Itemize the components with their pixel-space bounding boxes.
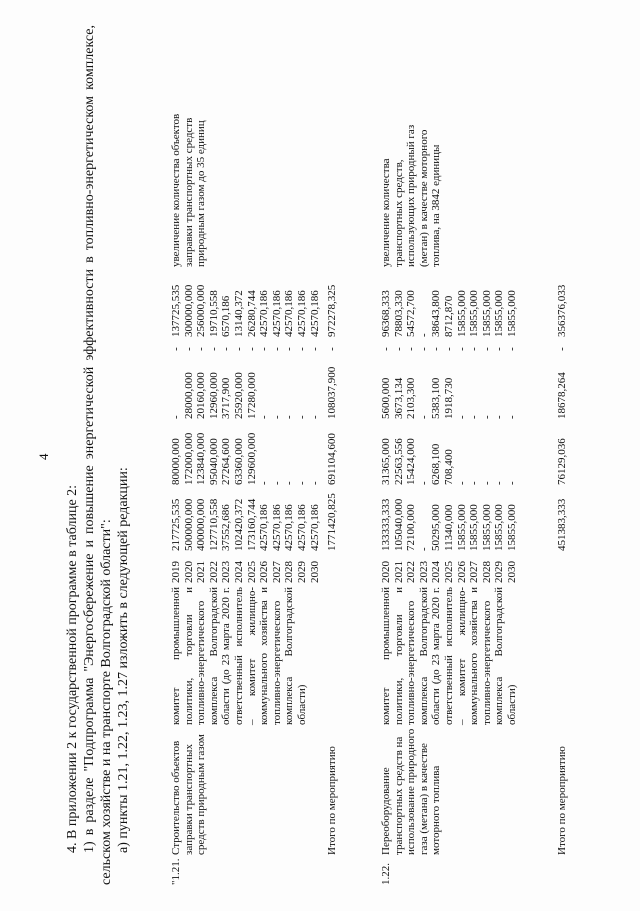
table-cell: -	[480, 415, 493, 419]
table-cell: -	[295, 415, 308, 419]
table-cell: -	[207, 347, 220, 351]
total-v1: 451383,333	[556, 498, 568, 551]
table-cell: -	[258, 347, 271, 351]
table-cell: 6268,100	[430, 443, 443, 485]
table-cell: -	[245, 347, 258, 351]
table-cell: 15855,000	[505, 290, 518, 337]
total-v2: 691104,600	[326, 433, 338, 485]
table-cell: 15855,000	[468, 504, 481, 551]
table-cell: -	[417, 333, 430, 337]
table-cell: 2103,300	[405, 377, 418, 419]
table-cell: -	[170, 415, 182, 419]
table-cell: 13140,372	[232, 290, 245, 337]
item-number: 1.22.	[380, 863, 392, 885]
table-cell: 2030	[308, 561, 321, 583]
table-cell: 2025	[442, 561, 455, 583]
regional-budget-column	[380, 359, 519, 419]
table-cell: 11340,000	[442, 504, 455, 551]
table-cell: 2029	[295, 561, 308, 583]
total-v4: -	[326, 347, 338, 351]
table-cell: 42570,186	[258, 290, 271, 337]
table-cell: 15855,000	[468, 290, 481, 337]
total-v5: 356376,033	[556, 284, 568, 337]
total-amount-column	[380, 489, 519, 551]
table-cell: 22563,556	[392, 438, 405, 485]
table-cell: 54572,700	[405, 290, 418, 337]
local-budget-column	[170, 343, 321, 355]
table-cell: -	[283, 415, 296, 419]
table-cell: 172000,000	[182, 432, 195, 485]
table-cell: 12960,000	[207, 372, 220, 419]
table-cell: 2020	[380, 561, 392, 583]
table-cell: 42570,186	[308, 504, 321, 551]
table-cell: 3717,900	[220, 377, 233, 419]
table-cell: 2023	[417, 561, 430, 583]
table-cell: -	[258, 481, 271, 485]
table-cell: 37552,686	[220, 504, 233, 551]
table-cell: 2022	[207, 561, 220, 583]
table-cell: -	[480, 481, 493, 485]
table-cell: -	[430, 347, 443, 351]
table-cell: 2026	[258, 561, 271, 583]
table-cell: -	[455, 415, 468, 419]
table-cell: 2027	[468, 561, 481, 583]
table-cell: 15855,000	[480, 504, 493, 551]
table-cell: 500000,000	[182, 498, 195, 551]
table-cell: -	[308, 415, 321, 419]
table-cell: 42570,186	[283, 290, 296, 337]
table-cell: 96368,333	[380, 290, 392, 337]
table-cell: 26280,744	[245, 290, 258, 337]
item-responsible: комитет промышленной политики, торговли и топливно-энергетического комплекса Волгоградской области (до 23 марта 2020 г. ответственный исполнитель – комитет жилищно-коммунального хозяйства и топливно-энергетического комплекса Волгоградской области)	[380, 587, 518, 725]
table-cell: 27264,600	[220, 438, 233, 485]
table-cell: 123840,000	[195, 432, 208, 485]
table-cell: -	[493, 415, 506, 419]
table-cell: -	[405, 347, 418, 351]
table-cell: 5600,000	[380, 377, 392, 419]
table-cell: 15855,000	[493, 504, 506, 551]
item-title: Строительство объектов заправки транспортных средств природным газом	[170, 734, 208, 855]
table-cell: -	[468, 347, 481, 351]
item-responsible: комитет промышленной политики, торговли и топливно-энергетического комплекса Волгоградской области (до 23 марта 2020 г. ответственный исполнитель – комитет жилищно-коммунального хозяйства и топливно-энергетического комплекса Волгоградской области)	[170, 587, 308, 725]
table-cell: 102420,372	[232, 498, 245, 551]
table-cell: 17280,000	[245, 372, 258, 419]
table-cell: 2022	[405, 561, 418, 583]
table-cell: -	[283, 347, 296, 351]
table-cell: 15855,000	[455, 290, 468, 337]
table-cell: 42570,186	[295, 504, 308, 551]
table-cell: 8712,870	[442, 295, 455, 337]
table-cell: 256000,000	[195, 284, 208, 337]
table-cell: 708,400	[442, 449, 455, 485]
table-cell: 2030	[505, 561, 518, 583]
table-cell: 25920,000	[232, 372, 245, 419]
table-cell: -	[417, 347, 430, 351]
table-cell: 2019	[170, 561, 182, 583]
table-cell: 2029	[493, 561, 506, 583]
table-cell: 127710,558	[207, 498, 220, 551]
table-cell: 2028	[480, 561, 493, 583]
table-cell: -	[308, 347, 321, 351]
table-cell: 105040,000	[392, 498, 405, 551]
extrabudgetary-column	[380, 271, 519, 337]
table-cell: 72100,000	[405, 504, 418, 551]
table-cell: 133333,333	[380, 498, 392, 551]
table-cell: -	[283, 481, 296, 485]
table-cell: 300000,000	[182, 284, 195, 337]
years-column	[380, 555, 519, 583]
table-cell: 5383,100	[430, 377, 443, 419]
table-cell: -	[442, 347, 455, 351]
table-cell: -	[220, 347, 233, 351]
table-cell: 2021	[195, 561, 208, 583]
table-cell: -	[295, 481, 308, 485]
table-cell: 129600,000	[245, 432, 258, 485]
table-cell: 15855,000	[455, 504, 468, 551]
table-cell: 2023	[220, 561, 233, 583]
table-cell: -	[505, 415, 518, 419]
intro-line-3: а) пункты 1.21, 1.22, 1.23, 1.27 изложить в следующей редакции:	[116, 467, 131, 853]
item-effect: увеличение количества транспортных средств, использующих природный газ (метан) в качестве моторного топлива, на 3842 единицы	[380, 124, 443, 267]
table-cell: -	[295, 347, 308, 351]
regional-budget-column	[170, 359, 321, 419]
table-cell: -	[505, 481, 518, 485]
table-cell: 2021	[392, 561, 405, 583]
table-cell: 38643,800	[430, 290, 443, 337]
table-cell: 2024	[232, 561, 245, 583]
table-cell: -	[480, 347, 493, 351]
table-cell: 42570,186	[258, 504, 271, 551]
table-cell: 2020	[182, 561, 195, 583]
table-cell: 42570,186	[283, 504, 296, 551]
table-cell: -	[308, 481, 321, 485]
total-v4: -	[556, 347, 568, 351]
total-v3: 18678,264	[556, 372, 568, 419]
table-cell: 63360,000	[232, 438, 245, 485]
table-cell: 20160,000	[195, 372, 208, 419]
table-cell: 19710,558	[207, 290, 220, 337]
table-cell: -	[417, 481, 430, 485]
table-cell: 31365,000	[380, 438, 392, 485]
table-cell: -	[392, 347, 405, 351]
table-cell: -	[380, 347, 392, 351]
table-cell: -	[455, 347, 468, 351]
table-cell: -	[195, 347, 208, 351]
table-cell: -	[468, 415, 481, 419]
intro-line-1: 4. В приложении 2 к государственной программе в таблице 2:	[65, 484, 80, 853]
total-v2: 76129,036	[556, 438, 568, 485]
table-cell: -	[493, 347, 506, 351]
table-cell: 2025	[245, 561, 258, 583]
table-cell: 1918,730	[442, 377, 455, 419]
years-column	[170, 555, 321, 583]
table-cell: -	[232, 347, 245, 351]
item-number: "1.21.	[170, 858, 182, 885]
table-cell: 2026	[455, 561, 468, 583]
table-cell: 15855,000	[505, 504, 518, 551]
table-cell: 6570,186	[220, 295, 233, 337]
total-v1: 1771420,825	[326, 493, 338, 551]
table-cell: -	[258, 415, 271, 419]
table-cell: -	[505, 347, 518, 351]
table-cell: -	[182, 347, 195, 351]
extrabudgetary-column	[170, 271, 321, 337]
table-cell: 2028	[283, 561, 296, 583]
table-cell: 173160,744	[245, 498, 258, 551]
table-cell: 78803,330	[392, 290, 405, 337]
table-cell: 15424,000	[405, 438, 418, 485]
table-cell: -	[455, 481, 468, 485]
table-cell: 15855,000	[493, 290, 506, 337]
item-effect: увеличение количества объектов заправки транспортных средств природным газом до 35 единиц	[170, 113, 208, 267]
table-cell: 42570,186	[308, 290, 321, 337]
table-cell: 137725,535	[170, 284, 182, 337]
table-cell: 3673,134	[392, 377, 405, 419]
item-title: Переоборудование транспортных средств на использование природного газа (метана) в качестве моторного топлива	[380, 728, 443, 855]
table-cell: -	[417, 415, 430, 419]
total-v3: 108037,900	[326, 366, 338, 419]
table-cell: 42570,186	[270, 504, 283, 551]
table-cell: -	[417, 547, 430, 551]
table-cell: -	[468, 481, 481, 485]
table-cell: -	[270, 481, 283, 485]
table-cell: -	[493, 481, 506, 485]
table-cell: 28000,000	[182, 372, 195, 419]
table-cell: -	[170, 347, 182, 351]
table-cell: 15855,000	[480, 290, 493, 337]
table-cell: 400000,000	[195, 498, 208, 551]
intro-line-2: 1) в разделе "Подпрограмма "Энергосбережение и повышение энергетической эффективности в топливно-энергетическом комплексе, сельском хозяйстве и на транспорте Волгоградской области":	[82, 25, 114, 885]
intro-text	[64, 25, 132, 885]
federal-budget-column	[170, 423, 321, 485]
rotated-content	[30, 25, 610, 885]
table-cell: -	[270, 415, 283, 419]
table-cell: 2027	[270, 561, 283, 583]
total-label: Итого по мероприятию	[326, 746, 338, 855]
local-budget-column	[380, 343, 519, 355]
total-label: Итого по мероприятию	[556, 746, 568, 855]
total-v5: 972278,325	[326, 284, 338, 337]
page-number: 4	[36, 453, 51, 460]
table-cell: -	[270, 347, 283, 351]
table-cell: 50295,000	[430, 504, 443, 551]
table-cell: 217725,535	[170, 498, 182, 551]
total-amount-column	[170, 489, 321, 551]
table-cell: 42570,186	[270, 290, 283, 337]
table-cell: 80000,000	[170, 438, 182, 485]
table-cell: 2024	[430, 561, 443, 583]
table-cell: 95040,000	[207, 438, 220, 485]
table-cell: 42570,186	[295, 290, 308, 337]
federal-budget-column	[380, 423, 519, 485]
